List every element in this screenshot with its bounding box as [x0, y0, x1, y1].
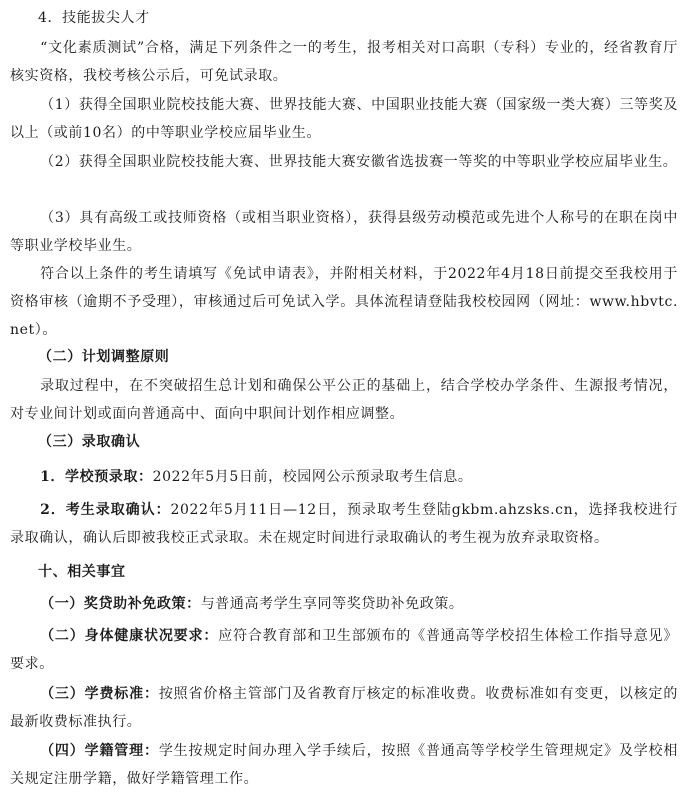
- heading-plan-adjustment: （二）计划调整原则: [38, 349, 170, 365]
- health-requirement-text: 应符合教育部和卫生部颁布的《普通高等学校招生体检工作指导意见》要求。: [10, 628, 678, 672]
- paragraph-health-requirement: [10, 622, 678, 678]
- aid-policy-text: 与普通高考学生享同等奖贷助补免政策。: [200, 596, 464, 612]
- paragraph-plan-adjustment: 录取过程中，在不突破招生总计划和确保公平公正的基础上，结合学校办学条件、生源报考情况，对专业间计划或面向普通高中、面向中职间计划作相应调整。: [10, 378, 678, 422]
- health-requirement-label: （二）身体健康状况要求：: [40, 628, 219, 644]
- paragraph-student-confirm: [10, 496, 678, 552]
- pre-admission-label: 1．学校预录取：: [40, 469, 153, 485]
- tuition-label: （三）学费标准：: [40, 686, 159, 702]
- paragraph-item-2: （2）获得全国职业院校技能大赛、世界技能大赛安徽省选拔赛一等奖的中等职业学校应届毕业生。: [40, 154, 678, 170]
- tuition-text: 按照省价格主管部门及省教育厅核定的标准收费。收费标准如有变更，以核定的最新收费标准执行。: [10, 686, 678, 730]
- paragraph-tuition: [10, 680, 678, 736]
- pre-admission-text: 2022年5月5日前，校园网公示预录取考生信息。: [152, 469, 473, 485]
- paragraph-aid-policy: [10, 590, 678, 618]
- paragraph-intro: “文化素质测试”合格，满足下列条件之一的考生，报考相关对口高职（专科）专业的，经省教育厅核实资格，我校考核公示后，可免试录取。: [10, 40, 678, 84]
- paragraph-item-1: （1）获得全国职业院校技能大赛、世界技能大赛、中国职业技能大赛（国家级一类大赛）三等奖及以上（或前10名）的中等职业学校应届毕业生。: [10, 97, 678, 141]
- heading-admission-confirm: （三）录取确认: [38, 434, 141, 450]
- section-heading-skills: 4．技能拔尖人才: [38, 10, 150, 26]
- aid-policy-label: （一）奖贷助补免政策：: [40, 596, 201, 612]
- enrollment-label: （四）学籍管理：: [40, 743, 159, 759]
- student-confirm-text: 2022年5月11日—12日，预录取考生登陆gkbm.ahzsks.cn，选择我校进行录取确认，确认后即被我校正式录取。未在规定时间进行录取确认的考生视为放弃录取资格。: [10, 502, 678, 546]
- paragraph-pre-admission: [10, 463, 678, 491]
- enrollment-text: 学生按规定时间办理入学手续后，按照《普通高等学校学生管理规定》及学校相关规定注册学籍，做好学籍管理工作。: [10, 743, 678, 787]
- paragraph-enrollment: [10, 737, 678, 793]
- student-confirm-label: 2．考生录取确认：: [40, 502, 171, 518]
- paragraph-application: 符合以上条件的考生请填写《免试申请表》，并附相关材料，于2022年4月18日前提交至我校用于资格审核（逾期不予受理），审核通过后可免试入学。具体流程请登陆我校校园网（网址：www.hbvtc.net）。: [10, 266, 678, 338]
- section-heading-related: 十、相关事宜: [38, 564, 126, 580]
- paragraph-item-3: （3）具有高级工或技师资格（或相当职业资格），获得县级劳动模范或先进个人称号的在职在岗中等职业学校毕业生。: [10, 210, 678, 254]
